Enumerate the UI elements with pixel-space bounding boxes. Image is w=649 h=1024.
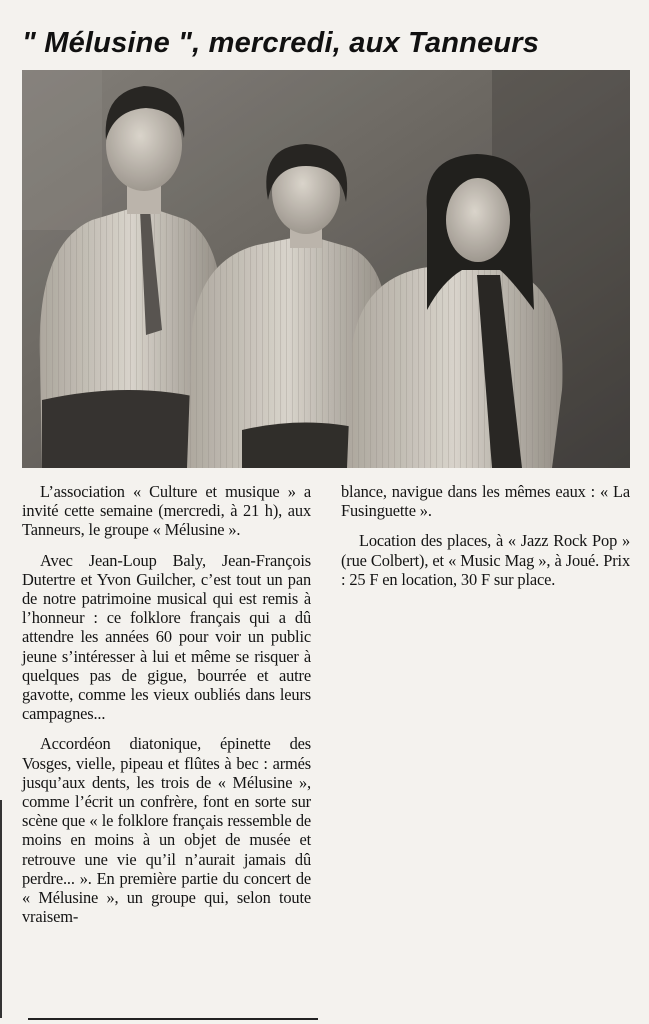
article-paragraph: Accordéon diatonique, épinette des Vosges, vielle, pipeau et flûtes à bec : armés jusqu’aux dents, les trois de « Mélusine », comme l’écrit un confrère, font en sorte sur scène que « le folklore français ressemble de moins en moins à un objet de musée et retrouve une vie qu’il n’aurait jamais dû perdre... ». En première partie du concert de « Mélusine », un groupe qui, selon toute vraisem- (22, 734, 311, 927)
article-column-right (341, 482, 630, 600)
article-paragraph: L’association « Culture et musique » a invité cette semaine (mercredi, à 21 h), aux Tanneurs, le groupe « Mélusine ». (22, 482, 311, 540)
article-column-left (22, 482, 311, 926)
band-photo-illustration (22, 70, 630, 468)
bottom-rule (28, 1018, 318, 1020)
article-paragraph: Location des places, à « Jazz Rock Pop » (rue Colbert), et « Music Mag », à Joué. Prix : 25 F en location, 30 F sur place. (341, 531, 630, 589)
band-photo (22, 70, 630, 468)
margin-rule (0, 800, 2, 1018)
article-paragraph: Avec Jean-Loup Baly, Jean-François Dutertre et Yvon Guilcher, c’est tout un pan de notre patrimoine musical qui est remis à l’honneur : ce folklore français qui a dû attendre les années 60 pour voir un public jeune s’intéresser à lui et même se risquer à quelques pas de gigue, bourrée et autre gavotte, comme les vieux oubliés dans leurs campagnes... (22, 550, 311, 724)
article-paragraph: blance, navigue dans les mêmes eaux : « La Fusinguette ». (341, 482, 630, 521)
headline: " Mélusine ", mercredi, aux Tanneurs (22, 27, 540, 59)
